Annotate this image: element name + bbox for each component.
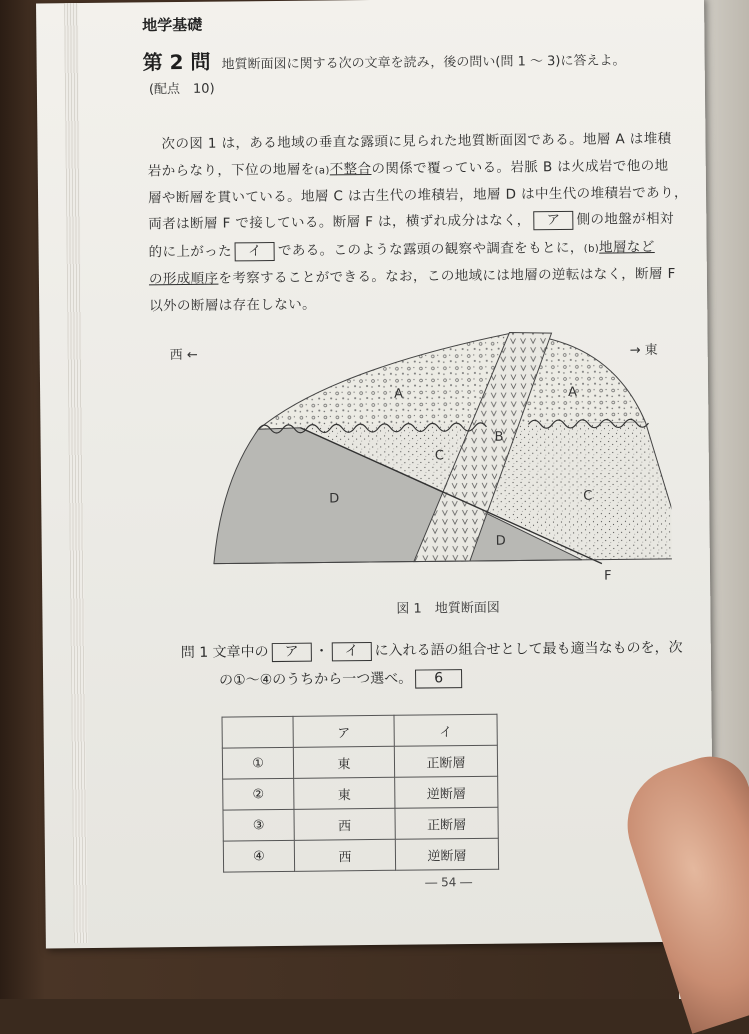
passage-line-3: 層や断層を貫いている。地層 C は古生代の堆積岩，地層 D は中生代の堆積岩であり， <box>147 184 688 207</box>
table-row <box>223 776 498 810</box>
passage-text: 側の地盤が相対 <box>576 210 674 228</box>
table-cell: 逆断層 <box>395 838 498 870</box>
underline-a: 不整合 <box>329 160 372 178</box>
mark-a: (a) <box>314 165 330 177</box>
table-row <box>223 807 498 841</box>
question-header <box>142 41 625 75</box>
passage-text: 岩からなり，下位の地層を <box>147 161 315 180</box>
table-header: イ <box>394 714 497 746</box>
passage-line-6 <box>149 262 704 288</box>
question-instruction: 地質断面図に関する次の文章を読み，後の問い(問 1 ～ 3)に答えよ。 <box>221 53 626 73</box>
label-d-west: D <box>329 491 340 507</box>
page-stack-edge <box>64 3 88 943</box>
passage-text: である。このような露頭の観察や調査をもとに， <box>277 239 584 259</box>
passage-text: を考察することができる。なお，この地域には地層の逆転はなく，断層 F <box>218 265 676 287</box>
q1-dot: ・ <box>314 643 329 660</box>
layer-a <box>258 332 646 429</box>
table-cell: 逆断層 <box>395 776 498 808</box>
passage-text: 的に上がった <box>148 243 233 261</box>
q1-text: 文章中の <box>212 644 269 661</box>
answer-number-box: 6 <box>415 669 462 688</box>
blank-a-box: ア <box>534 211 574 230</box>
question-number: 第 2 問 <box>142 49 211 75</box>
table-header-row <box>222 714 497 748</box>
q1-label: 問 1 <box>180 644 209 662</box>
q1-text: に入れる語の組合せとして最も適当なものを，次 <box>374 639 683 659</box>
choices-table <box>221 714 499 873</box>
page-number: ― 54 ― <box>425 874 473 890</box>
q1-box-a: ア <box>272 643 312 662</box>
table-cell: 東 <box>294 777 395 809</box>
figure-caption: 図 1 地質断面図 <box>396 600 500 617</box>
passage-line-7: 以外の断層は存在しない。 <box>149 296 317 315</box>
subject-title: 地学基礎 <box>142 15 203 35</box>
passage-line-5 <box>149 235 704 263</box>
table-cell: 東 <box>293 746 394 778</box>
mark-b: (b) <box>583 243 600 255</box>
label-c-west: C <box>434 448 444 464</box>
table-cell: 正断層 <box>395 807 498 839</box>
passage-text: 両者は断層 F で接している。断層 F は，横ずれ成分はなく， <box>148 212 531 233</box>
table-row <box>223 838 498 872</box>
choice-number: ④ <box>223 840 294 872</box>
choice-number: ① <box>222 747 293 779</box>
label-d-east: D <box>495 533 506 549</box>
table-cell: 正断層 <box>394 745 497 777</box>
label-c-east: C <box>583 488 593 504</box>
table-cell: 西 <box>294 808 395 840</box>
west-direction: 西 ← <box>169 347 198 364</box>
passage-text: の関係で覆っている。岩脈 B は火成岩で他の地 <box>371 157 669 177</box>
table-header: ア <box>293 715 394 747</box>
label-b: B <box>494 429 504 445</box>
underline-b-cont: の形成順序 <box>148 270 219 288</box>
table-row <box>222 745 497 779</box>
passage-line-4 <box>148 207 703 235</box>
underline-b: 地層など <box>599 239 655 256</box>
blank-i-box: イ <box>235 242 275 261</box>
geologic-section-figure <box>189 327 672 594</box>
choice-number: ② <box>223 778 294 810</box>
points: (配点 10) <box>148 81 215 98</box>
passage-line-1: 次の図 1 は，ある地域の垂直な露頭に見られた地質断面図である。地層 A は堆積 <box>161 130 672 153</box>
question-1-line-2 <box>219 667 465 691</box>
passage-line-2 <box>148 154 703 180</box>
q1-text: の①～④のうちから一つ選べ。 <box>219 670 413 689</box>
table-cell: 西 <box>294 839 395 871</box>
choice-number: ③ <box>223 809 294 841</box>
label-a-east: A <box>568 384 578 400</box>
question-1 <box>181 637 683 663</box>
label-f: F <box>603 568 612 584</box>
q1-box-i: イ <box>332 642 372 661</box>
table-header <box>222 716 293 748</box>
east-direction: → 東 <box>629 343 658 359</box>
exam-page <box>36 0 714 948</box>
label-a-west: A <box>394 386 404 402</box>
